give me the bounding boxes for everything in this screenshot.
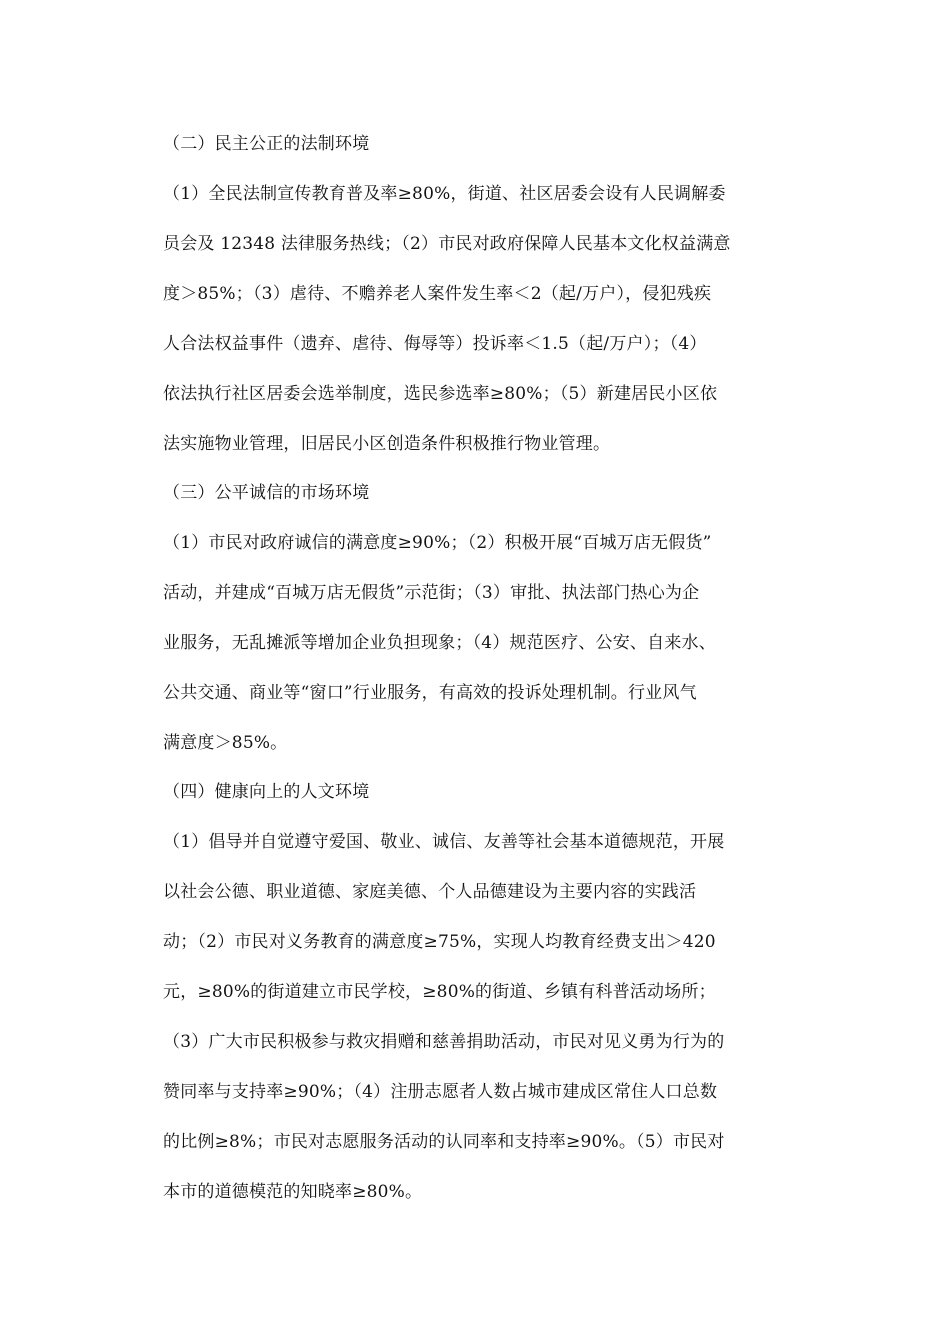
paragraph-line: （1）全民法制宣传教育普及率≥80%，街道、社区居委会设有人民调解委 (163, 184, 726, 204)
paragraph-line: （3）广大市民积极参与救灾捐赠和慈善捐助活动，市民对见义勇为行为的 (163, 1032, 725, 1052)
paragraph-line: 公共交通、商业等“窗口”行业服务，有高效的投诉处理机制。行业风气 (163, 683, 697, 703)
paragraph-line: 员会及 12348 法律服务热线；（2）市民对政府保障人民基本文化权益满意 (163, 234, 731, 254)
paragraph-line: 满意度＞85%。 (163, 733, 288, 753)
paragraph-line: 依法执行社区居委会选举制度，选民参选率≥80%；（5）新建居民小区依 (163, 384, 718, 404)
paragraph-line: 元，≥80%的街道建立市民学校，≥80%的街道、乡镇有科普活动场所； (163, 982, 716, 1002)
section-heading-4: （四）健康向上的人文环境 (163, 782, 370, 802)
paragraph-line: 本市的道德模范的知晓率≥80%。 (163, 1182, 423, 1202)
paragraph-line: 法实施物业管理，旧居民小区创造条件积极推行物业管理。 (163, 434, 611, 454)
paragraph-line: 活动，并建成“百城万店无假货”示范街；（3）审批、执法部门热心为企 (163, 583, 700, 603)
paragraph-line: （1）倡导并自觉遵守爱国、敬业、诚信、友善等社会基本道德规范，开展 (163, 832, 725, 852)
paragraph-line: 动；（2）市民对义务教育的满意度≥75%，实现人均教育经费支出＞420 (163, 932, 716, 952)
section-heading-3: （三）公平诚信的市场环境 (163, 483, 370, 503)
paragraph-line: 业服务，无乱摊派等增加企业负担现象；（4）规范医疗、公安、自来水、 (163, 633, 716, 653)
paragraph-line: （1）市民对政府诚信的满意度≥90%；（2）积极开展“百城万店无假货” (163, 533, 712, 553)
paragraph-line: 赞同率与支持率≥90%；（4）注册志愿者人数占城市建成区常住人口总数 (163, 1082, 718, 1102)
paragraph-line: 的比例≥8%；市民对志愿服务活动的认同率和支持率≥90%。（5）市民对 (163, 1132, 725, 1152)
paragraph-line: 人合法权益事件（遗弃、虐待、侮辱等）投诉率＜1.5（起/万户）；（4） (163, 334, 707, 354)
paragraph-line: 以社会公德、职业道德、家庭美德、个人品德建设为主要内容的实践活 (163, 882, 697, 902)
section-heading-2: （二）民主公正的法制环境 (163, 134, 370, 154)
paragraph-line: 度＞85%；（3）虐待、不赡养老人案件发生率＜2（起/万户），侵犯残疾 (163, 284, 712, 304)
